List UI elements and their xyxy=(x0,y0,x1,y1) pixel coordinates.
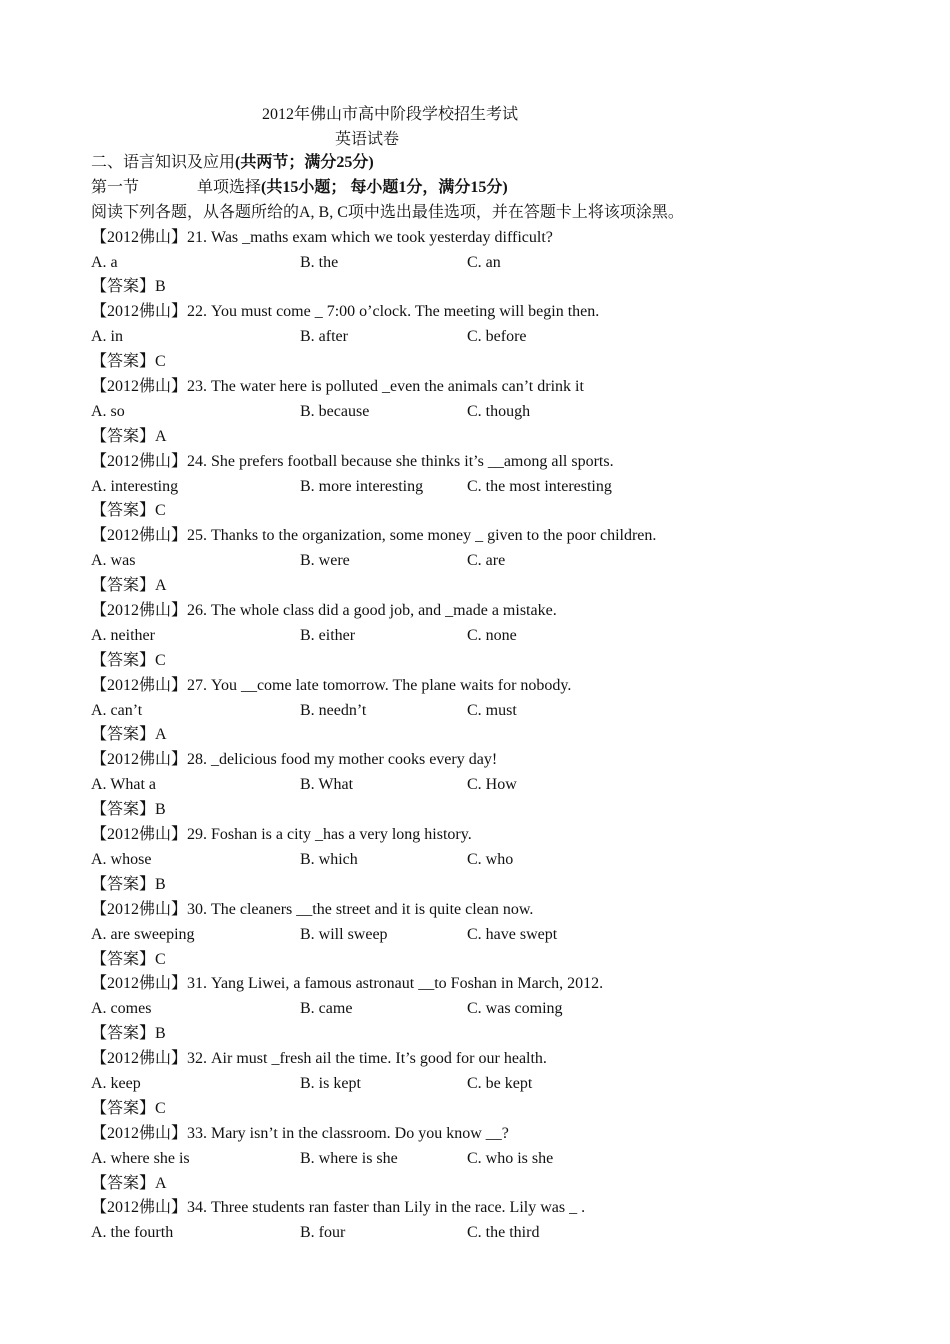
answer-line: 【答案】B xyxy=(91,278,166,296)
answer-line: 【答案】C xyxy=(91,950,166,968)
option-row xyxy=(91,1221,911,1246)
option-b: B. were xyxy=(300,552,350,570)
option-a: A. keep xyxy=(91,1074,141,1092)
question-list xyxy=(91,226,911,1247)
option-a: A. What a xyxy=(91,776,157,794)
section-title: 二、语言知识及应用 xyxy=(91,154,236,171)
part-heading xyxy=(91,176,911,201)
exam-content xyxy=(91,151,911,1246)
option-a: A. comes xyxy=(91,1000,152,1018)
option-c: C. are xyxy=(467,552,506,570)
option-row xyxy=(91,699,911,724)
question-text: 【2012佛山】23. The water here is polluted _even the animals can’t drink it xyxy=(91,378,584,396)
answer-line: 【答案】A xyxy=(91,577,167,595)
option-b: B. came xyxy=(300,1000,353,1018)
question-text: 【2012佛山】22. You must come _ 7:00 o’clock. The meeting will begin then. xyxy=(91,303,600,321)
part-note: (共15小题； 每小题1分，满分15分) xyxy=(261,178,508,196)
option-b: B. the xyxy=(300,253,339,271)
option-a: A. where she is xyxy=(91,1149,190,1167)
option-a: A. the fourth xyxy=(91,1224,174,1242)
option-a: A. whose xyxy=(91,850,152,868)
option-b: B. after xyxy=(300,328,348,346)
part-label: 第一节 xyxy=(91,178,140,196)
answer-line: 【答案】C xyxy=(91,502,166,520)
option-row xyxy=(91,1072,911,1097)
question-text: 【2012佛山】26. The whole class did a good job, and _made a mistake. xyxy=(91,602,557,620)
option-b: B. where is she xyxy=(300,1149,398,1167)
option-b: B. four xyxy=(300,1224,346,1242)
option-c: C. though xyxy=(467,402,531,420)
option-a: A. a xyxy=(91,253,118,271)
option-row xyxy=(91,251,911,276)
option-b: B. needn’t xyxy=(300,701,367,719)
answer-line: 【答案】B xyxy=(91,875,166,893)
option-b: B. will sweep xyxy=(300,925,388,943)
answer-line: 【答案】C xyxy=(91,353,166,371)
answer-line: 【答案】A xyxy=(91,726,167,744)
section-note: (共两节；满分25分) xyxy=(235,154,374,171)
option-row xyxy=(91,997,911,1022)
option-c: C. the third xyxy=(467,1224,540,1242)
section-heading xyxy=(91,151,911,176)
answer-line: 【答案】B xyxy=(91,801,166,819)
question-text: 【2012佛山】21. Was _maths exam which we took yesterday difficult? xyxy=(91,228,553,246)
question-text: 【2012佛山】27. You __come late tomorrow. The plane waits for nobody. xyxy=(91,676,572,694)
option-c: C. an xyxy=(467,253,501,271)
answer-line: 【答案】A xyxy=(91,427,167,445)
option-c: C. none xyxy=(467,626,517,644)
question-text: 【2012佛山】34. Three students ran faster than Lily in the race. Lily was _ . xyxy=(91,1199,586,1217)
option-c: C. who xyxy=(467,850,514,868)
option-c: C. must xyxy=(467,701,517,719)
option-row xyxy=(91,549,911,574)
option-b: B. which xyxy=(300,850,358,868)
option-b: B. more interesting xyxy=(300,477,424,495)
question-text: 【2012佛山】32. Air must _fresh ail the time. It’s good for our health. xyxy=(91,1050,547,1068)
option-row xyxy=(91,773,911,798)
option-a: A. can’t xyxy=(91,701,143,719)
option-row xyxy=(91,848,911,873)
exam-title: 2012年佛山市高中阶段学校招生考试 xyxy=(262,106,519,123)
question-text: 【2012佛山】30. The cleaners __the street and it is quite clean now. xyxy=(91,900,534,918)
answer-line: 【答案】C xyxy=(91,651,166,669)
option-b: B. because xyxy=(300,402,370,420)
question-text: 【2012佛山】25. Thanks to the organization, some money _ given to the poor children. xyxy=(91,527,657,545)
answer-line: 【答案】B xyxy=(91,1025,166,1043)
answer-line: 【答案】A xyxy=(91,1174,167,1192)
option-row xyxy=(91,624,911,649)
option-row xyxy=(91,475,911,500)
part-title: 单项选择 xyxy=(197,178,262,196)
option-b: B. either xyxy=(300,626,356,644)
option-a: A. in xyxy=(91,328,123,346)
question-text: 【2012佛山】28. _delicious food my mother cooks every day! xyxy=(91,751,498,769)
option-row xyxy=(91,400,911,425)
option-a: A. was xyxy=(91,552,136,570)
option-a: A. neither xyxy=(91,626,155,644)
option-row xyxy=(91,923,911,948)
option-c: C. have swept xyxy=(467,925,558,943)
option-a: A. interesting xyxy=(91,477,179,495)
option-row xyxy=(91,325,911,350)
option-a: A. so xyxy=(91,402,125,420)
option-c: C. was coming xyxy=(467,1000,563,1018)
question-text: 【2012佛山】24. She prefers football because she thinks it’s __among all sports. xyxy=(91,452,614,470)
question-text: 【2012佛山】31. Yang Liwei, a famous astronaut __to Foshan in March, 2012. xyxy=(91,975,604,993)
option-c: C. How xyxy=(467,776,517,794)
answer-line: 【答案】C xyxy=(91,1099,166,1117)
option-c: C. who is she xyxy=(467,1149,554,1167)
option-row xyxy=(91,1147,911,1172)
exam-subtitle: 英语试卷 xyxy=(335,131,400,148)
option-c: C. before xyxy=(467,328,527,346)
option-b: B. is kept xyxy=(300,1074,361,1092)
question-text: 【2012佛山】29. Foshan is a city _has a very long history. xyxy=(91,826,472,844)
question-text: 【2012佛山】33. Mary isn’t in the classroom. Do you know __? xyxy=(91,1124,509,1142)
option-b: B. What xyxy=(300,776,354,794)
option-a: A. are sweeping xyxy=(91,925,195,943)
option-c: C. the most interesting xyxy=(467,477,612,495)
instruction: 阅读下列各题，从各题所给的A, B, C项中选出最佳选项，并在答题卡上将该项涂黑。 xyxy=(91,203,684,221)
option-c: C. be kept xyxy=(467,1074,533,1092)
